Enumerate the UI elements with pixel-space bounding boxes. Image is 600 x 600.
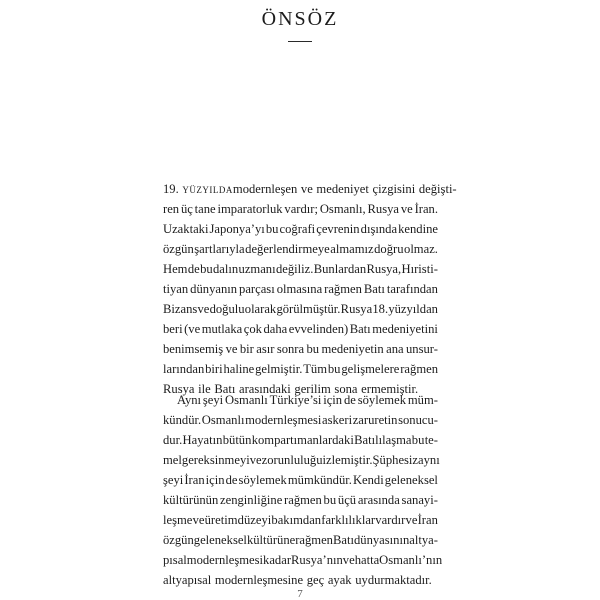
- word: dünyanın: [190, 282, 238, 296]
- word: de: [187, 262, 200, 276]
- paragraph-line: [163, 179, 457, 199]
- paragraph-line: [163, 339, 438, 359]
- paragraph-line: [163, 239, 438, 259]
- paragraph-line: [163, 199, 438, 219]
- word: Rusya’nın: [291, 553, 343, 567]
- word: ve: [400, 202, 413, 216]
- word: ve: [342, 553, 355, 567]
- word: Hem: [163, 262, 188, 276]
- word: kündür.: [163, 413, 202, 427]
- word: şeyi: [163, 473, 184, 487]
- paragraph-1: [163, 179, 457, 399]
- paragraph-line: [163, 259, 438, 279]
- word: uzmanı: [238, 262, 276, 276]
- word: sonucu-: [398, 413, 438, 427]
- word: için: [205, 473, 225, 487]
- word: bu: [327, 362, 341, 376]
- word: üç: [180, 202, 193, 216]
- word: doğulu: [209, 302, 245, 316]
- lead-smallcaps: yüzyılda: [182, 182, 233, 196]
- word: Kendi: [352, 473, 384, 487]
- word: rağmen: [400, 362, 438, 376]
- word: almamız: [330, 242, 374, 256]
- word: imparatorluk: [217, 202, 283, 216]
- word: Hayatın: [182, 433, 223, 447]
- word: Türkiye’si: [269, 393, 322, 407]
- word: gereksinmeyi: [181, 453, 250, 467]
- word: coğrafi: [279, 222, 316, 236]
- paragraph-line: [163, 550, 443, 570]
- word: değiliz.: [275, 262, 314, 276]
- word: bu: [323, 493, 337, 507]
- word: zenginliğine: [220, 493, 283, 507]
- paragraph-line: [163, 319, 438, 339]
- paragraph-line: [163, 410, 438, 430]
- word: unsur-: [405, 342, 438, 356]
- word: tiyan: [163, 282, 189, 296]
- word: kültürünün: [163, 493, 219, 507]
- word: müm-: [407, 393, 438, 407]
- paragraph-line: [163, 490, 438, 510]
- word: geleneksel: [193, 533, 247, 547]
- word: tane: [194, 202, 216, 216]
- word: bakımdan: [271, 513, 322, 527]
- paragraph-line: [163, 359, 438, 379]
- word: Batılılaşma: [354, 433, 412, 447]
- word: rağmen: [295, 533, 333, 547]
- word: modernleşmesi: [186, 553, 264, 567]
- word: Batı: [332, 533, 354, 547]
- paragraph-line: [163, 530, 438, 550]
- line-text: Rusya ile Batı arasındaki gerilim sona ermemiştir.: [163, 382, 419, 396]
- word: İran.: [414, 202, 438, 216]
- paragraph-line: [163, 279, 438, 299]
- word: değerlendirmeye: [245, 242, 330, 256]
- word: haline: [223, 362, 255, 376]
- word: Bizans: [163, 302, 198, 316]
- word: söylemek: [238, 473, 287, 487]
- word: bu: [306, 342, 320, 356]
- word: dışında: [360, 222, 398, 236]
- word: İran: [417, 513, 438, 527]
- word: üçü: [337, 493, 357, 507]
- word: ve: [197, 302, 210, 316]
- word: kompartımanlardaki: [251, 433, 354, 447]
- word: için: [323, 393, 343, 407]
- word: özgün: [163, 533, 194, 547]
- word: asır: [256, 342, 275, 356]
- paragraph-lead: [163, 179, 233, 199]
- word: Japonya’yı: [209, 222, 265, 236]
- word: ve: [225, 342, 238, 356]
- word: vardır;: [284, 202, 318, 216]
- word: aynı: [418, 453, 440, 467]
- word: bu: [265, 222, 279, 236]
- word: bir: [239, 342, 254, 356]
- word: çevrenin: [316, 222, 360, 236]
- word: (ve: [184, 322, 201, 336]
- word: Batı: [349, 322, 371, 336]
- word: vardır: [375, 513, 406, 527]
- word: dalın: [213, 262, 239, 276]
- word: leşme: [163, 513, 193, 527]
- word: benimsemiş: [163, 342, 224, 356]
- word: çok: [243, 322, 262, 336]
- word: ana: [386, 342, 404, 356]
- word: söylemek: [357, 393, 406, 407]
- word: izlemiştir.: [322, 453, 373, 467]
- word: daha: [263, 322, 288, 336]
- word: beri: [163, 322, 183, 336]
- word: gelişmelere: [341, 362, 400, 376]
- word: tarafından: [386, 282, 438, 296]
- word: dur.: [163, 433, 183, 447]
- word: de: [225, 473, 238, 487]
- word: Osmanlı: [201, 413, 245, 427]
- word: şartlarıyla: [194, 242, 245, 256]
- word: olarak: [244, 302, 277, 316]
- word: Osmanlı’nın: [379, 553, 443, 567]
- word: te-: [424, 433, 438, 447]
- word: gelmiştir.: [255, 362, 303, 376]
- line-text: modernleşen ve medeniyet çizgisini değişti-: [232, 182, 457, 196]
- word: evvelinden): [288, 322, 349, 336]
- word: yüzyıldan: [388, 302, 438, 316]
- paragraph-line: [163, 430, 438, 450]
- word: üretim: [204, 513, 238, 527]
- word: bütün: [222, 433, 252, 447]
- word: altya-: [409, 533, 438, 547]
- word: Rusya: [340, 302, 373, 316]
- paragraph-line: [163, 390, 438, 410]
- word: şeyi: [202, 393, 224, 407]
- word: Aynı: [177, 393, 202, 407]
- word: Batı: [363, 282, 385, 296]
- word: modernleşmesi: [245, 413, 322, 427]
- word: ren: [163, 202, 180, 216]
- word: görülmüştür.: [276, 302, 341, 316]
- word: parçası: [239, 282, 275, 296]
- word: mutlaka: [201, 322, 243, 336]
- word: biri: [205, 362, 223, 376]
- word: düzeyi: [237, 513, 272, 527]
- word: kendine: [398, 222, 438, 236]
- word: hatta: [354, 553, 380, 567]
- word: medeniyetin: [321, 342, 384, 356]
- word: de: [343, 393, 356, 407]
- paragraph-line: [163, 450, 438, 470]
- word: Osmanlı: [225, 393, 268, 407]
- word: bu: [200, 262, 213, 276]
- paragraph-line: [163, 510, 438, 530]
- word: dünyasının: [353, 533, 410, 547]
- word: kültürüne: [246, 533, 296, 547]
- page-number: 7: [297, 588, 303, 600]
- word: olmasına: [276, 282, 323, 296]
- word: özgün: [163, 242, 194, 256]
- paragraph-line: [163, 299, 438, 319]
- word: Osmanlı,: [319, 202, 366, 216]
- word: medeniyetini: [372, 322, 438, 336]
- word: Hıristi-: [401, 262, 438, 276]
- paragraph-2: [163, 390, 443, 590]
- word: rağmen: [284, 493, 322, 507]
- word: Tüm: [303, 362, 328, 376]
- word: zaruretin: [352, 413, 398, 427]
- word: Uzaktaki: [163, 222, 209, 236]
- word: zorunluluğu: [261, 453, 323, 467]
- word: olmaz.: [404, 242, 438, 256]
- word: Şüphesiz: [372, 453, 419, 467]
- title-divider: [288, 41, 312, 42]
- word: Bunlardan: [313, 262, 367, 276]
- line-text: altyapısal modernleşmesine geç ayak uydurmaktadır.: [163, 573, 432, 587]
- paragraph-line: [163, 470, 438, 490]
- paragraph-line: [163, 219, 438, 239]
- word: larından: [163, 362, 205, 376]
- word: mümkündür.: [287, 473, 352, 487]
- word: ve: [249, 453, 262, 467]
- word: sanayi-: [401, 493, 438, 507]
- word: farklılıklar: [321, 513, 376, 527]
- lead-number: 19.: [163, 182, 179, 196]
- paragraph-line: [163, 570, 438, 590]
- chapter-title: ÖNSÖZ: [261, 8, 339, 30]
- word: pısal: [163, 553, 187, 567]
- word: mel: [163, 453, 182, 467]
- word: arasında: [357, 493, 400, 507]
- word: rağmen: [324, 282, 362, 296]
- word: ve: [192, 513, 205, 527]
- word: askeri: [322, 413, 353, 427]
- word: İran: [184, 473, 205, 487]
- word: 18.: [372, 302, 389, 316]
- word: geleneksel: [384, 473, 438, 487]
- word: kadar: [263, 553, 292, 567]
- word: bu: [411, 433, 425, 447]
- word: sonra: [276, 342, 305, 356]
- word: doğru: [374, 242, 404, 256]
- word: ve: [405, 513, 418, 527]
- word: Rusya: [367, 202, 399, 216]
- word: Rusya,: [366, 262, 402, 276]
